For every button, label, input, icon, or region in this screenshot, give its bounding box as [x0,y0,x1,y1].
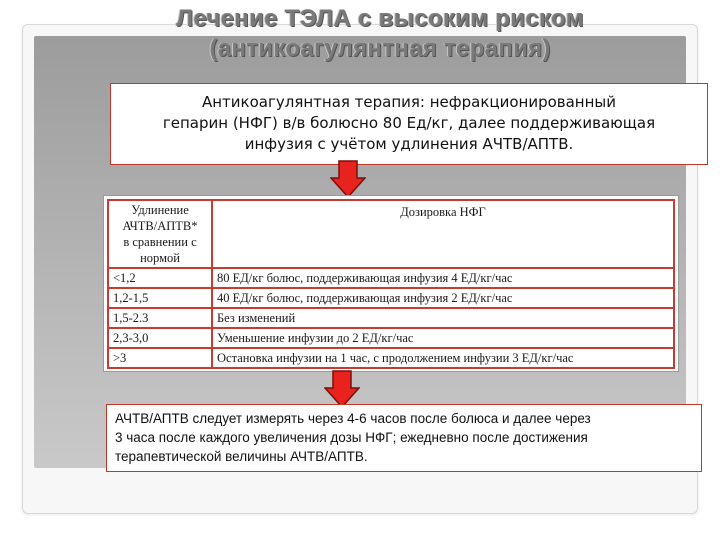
table-row [108,288,674,308]
dosing-table [107,199,675,369]
aptt-range-cell: <1,2 [108,268,212,288]
dose-cell: Остановка инфузии на 1 час, с продолжением инфузии 3 ЕД/кг/час [212,348,674,368]
table-row [108,268,674,288]
header-aptt-line: нормой [140,251,180,265]
header-aptt-line: в сравнении с [123,235,197,249]
monitoring-line-2: 3 часа после каждого увеличения дозы НФГ; ежедневно после достижения [115,430,588,445]
therapy-line-1: Антикоагулянтная терапия: нефракционированный [201,93,617,111]
table-row [108,328,674,348]
down-arrow-icon [324,370,360,408]
monitoring-note-box [106,404,702,472]
header-ufh-dosing: Дозировка НФГ [212,200,674,268]
aptt-range-cell: 1,5-2.3 [108,308,212,328]
dose-cell: Без изменений [212,308,674,328]
aptt-range-cell: >3 [108,348,212,368]
aptt-range-cell: 2,3-3,0 [108,328,212,348]
monitoring-line-3: терапевтической величины АЧТВ/АПТВ. [115,449,368,464]
dose-cell: Уменьшение инфузии до 2 ЕД/кг/час [212,328,674,348]
therapy-line-3: инфузия с учётом удлинения АЧТВ/АПТВ. [244,135,574,153]
header-aptt-prolongation [108,200,212,268]
table-row [108,348,674,368]
slide-title-line1: Лечение ТЭЛА с высоким риском [176,5,584,32]
table-header-row [108,200,674,268]
down-arrow-icon [330,160,366,198]
therapy-description-box [110,83,708,165]
therapy-line-2: гепарин (НФГ) в/в болюсно 80 Ед/кг, далее поддерживающая [162,114,656,132]
aptt-range-cell: 1,2-1,5 [108,288,212,308]
header-aptt-line: АЧТВ/АПТВ* [122,219,198,233]
table-row [108,308,674,328]
slide-title [0,4,720,64]
dose-cell: 80 ЕД/кг болюс, поддерживающая инфузия 4 ЕД/кг/час [212,268,674,288]
slide-title-line2: (антикоагулянтная терапия) [209,35,551,62]
header-aptt-line: Удлинение [131,203,189,217]
dosing-table-panel [103,195,679,372]
monitoring-line-1: АЧТВ/АПТВ следует измерять через 4-6 часов после болюса и далее через [115,411,591,426]
dose-cell: 40 ЕД/кг болюс, поддерживающая инфузия 2 ЕД/кг/час [212,288,674,308]
